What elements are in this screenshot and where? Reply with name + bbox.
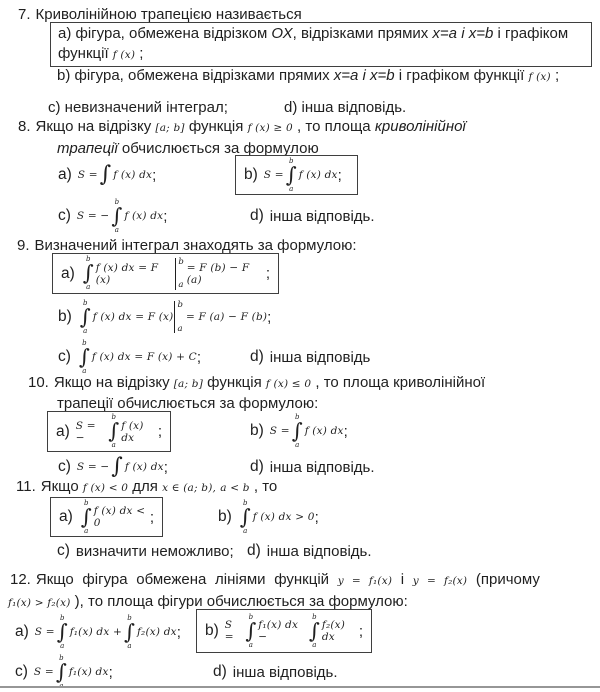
option-formula: S = b ∫ a f (x) dx ; (269, 412, 348, 449)
option-label: b) (58, 308, 72, 325)
question-11-title (16, 477, 277, 498)
question-7-option-b: b) фігура, обмежена відрізками прямих x=a і x=b і графіком функції f (x) ; (57, 67, 560, 84)
option-label: d) (247, 542, 261, 559)
option-label: a) (58, 166, 72, 183)
option-formula: b ∫ a f (x) dx > 0 ; (239, 498, 319, 535)
question-10-text-line2: трапеції обчислюється за формулою: (57, 395, 319, 412)
option-formula: S = − b ∫ a f (x) dx ; (76, 197, 168, 234)
question-8-title (18, 117, 466, 138)
question-9-number: 9. (17, 237, 30, 254)
option-label: d) (250, 458, 264, 475)
question-10-number: 10. (28, 374, 49, 391)
question-8-text-line1: Якщо на відрізку [a; b] функція f (x) ≥ 0 , то площа криволінійної (35, 118, 466, 135)
option-label: a) (59, 508, 73, 525)
option-label: b) (218, 508, 232, 525)
page-bottom-rule (0, 686, 600, 688)
option-text: інша відповідь. (266, 542, 372, 560)
option-label: d) (250, 348, 264, 365)
option-label: b) (244, 166, 258, 183)
question-7-option-a-box (50, 22, 592, 67)
option-label: d) (213, 663, 227, 680)
option-label: c) (58, 207, 71, 224)
question-8-option-a (58, 155, 156, 195)
question-7-number: 7. (18, 6, 31, 23)
option-label: c) (58, 348, 71, 365)
question-9-option-d (250, 337, 370, 377)
question-7-option-c: c) невизначений інтеграл; (48, 99, 228, 116)
question-11-option-c (57, 538, 234, 564)
question-11-option-b (218, 497, 319, 537)
option-formula: b ∫ a f (x) dx < 0 ; (80, 498, 154, 535)
question-10-option-a-box (47, 411, 171, 452)
question-9-option-a-box (52, 253, 279, 294)
question-10-text-line1: Якщо на відрізку [a; b] функція f (x) ≤ 0 , то площа криволінійної (53, 374, 486, 391)
question-9-text: Визначений інтеграл знаходять за формулою: (34, 237, 357, 254)
option-text: визначити неможливо; (75, 542, 234, 560)
question-10-option-b (250, 411, 348, 451)
question-12-text-line2: f₁(x) > f₂(x) ), то площа фігури обчислюється за формулою: (8, 593, 408, 610)
question-8-option-b-box (235, 155, 358, 195)
option-label: a) (15, 623, 29, 640)
option-label: a) (61, 264, 75, 282)
option-formula: S = ∫ f (x) dx ; (77, 162, 157, 187)
question-11-option-a-box (50, 497, 163, 537)
question-11-number: 11. (16, 478, 36, 495)
question-12-number: 12. (10, 571, 31, 588)
question-12-text-line1: Якщо фігура обмежена лініями функцій y = f₁(x) і y = f₂(x) (причому (35, 571, 540, 588)
option-text: інша відповідь (269, 348, 371, 366)
option-text: інша відповідь. (269, 207, 375, 225)
option-label: b) (205, 622, 219, 639)
question-9-option-c (58, 337, 201, 377)
option-formula: S = − b ∫ a f (x) dx ; (75, 413, 162, 449)
option-formula: S = b ∫ a f (x) dx ; (263, 156, 342, 193)
question-7-option-d: d) інша відповідь. (284, 99, 407, 116)
question-8-option-c (58, 196, 167, 236)
option-text: інша відповідь. (232, 663, 338, 681)
question-12-title (10, 570, 540, 591)
option-label: c) (58, 458, 71, 475)
question-11-option-d (247, 538, 372, 564)
question-12-option-a (15, 611, 181, 653)
question-7-text: Криволінійною трапецією називається (35, 6, 302, 23)
option-label: d) (250, 207, 264, 224)
option-label: c) (57, 542, 70, 559)
question-10-title (28, 373, 485, 394)
question-8-text-line2: трапеції обчислюється за формулою (57, 140, 319, 157)
option-text: інша відповідь. (269, 458, 375, 476)
question-12-option-b-box (196, 609, 372, 653)
option-formula: S = − ∫ f (x) dx ; (76, 454, 168, 479)
question-7-option-a: а) фігура, обмежена відрізком ОХ, відрізками прямих x=a і x=b і графіком функції f (x) ; (58, 25, 569, 62)
option-label: b) (250, 422, 264, 439)
option-formula: S = b ∫ a f₁(x) dx − b ∫ a f₂(x) dx ; (224, 612, 364, 649)
option-formula: b ∫ a f (x) dx = F (x) b a = F (b) − F (a) ; (82, 255, 270, 291)
option-formula: b ∫ a f (x) dx = F (x) + C ; (78, 338, 202, 375)
option-formula: b ∫ a f (x) dx = F (x) b a = F (a) − F (b) ; (79, 298, 272, 335)
question-9-option-b (58, 297, 271, 337)
question-8-number: 8. (18, 118, 31, 135)
question-8-option-d (250, 196, 375, 236)
option-formula: S = b ∫ f₁(x) dx ; (33, 653, 113, 684)
option-label: a) (56, 422, 70, 440)
option-label: c) (15, 663, 28, 680)
option-formula: S = b ∫ a f₁(x) dx + b ∫ a f₂(x) dx ; (34, 613, 181, 650)
question-11-text: Якщо f (x) < 0 для x ∈ (a; b), a < b , то (40, 478, 278, 495)
